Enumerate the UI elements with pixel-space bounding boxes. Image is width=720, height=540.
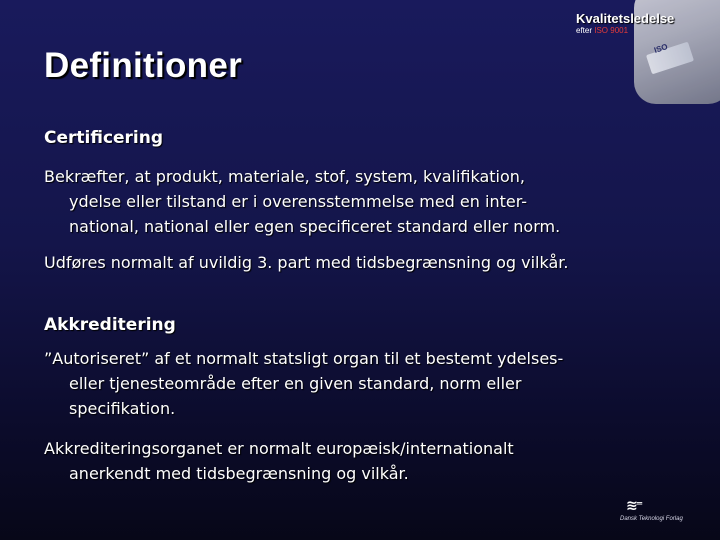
- paragraph-line: eller tjenesteområde efter en given standard, norm eller: [69, 374, 522, 393]
- certificering-paragraph-2: [44, 250, 684, 275]
- paragraph-line: specifikation.: [69, 399, 176, 418]
- logo-title: Kvalitetsledelse: [576, 11, 675, 26]
- publisher-mark-icon: ≋⁼: [626, 498, 642, 514]
- slide-title: Definitioner: [44, 46, 243, 85]
- akkreditering-paragraph-2: [44, 436, 684, 486]
- paragraph-line: Akkrediteringsorganet er normalt europæisk/internationalt: [44, 439, 514, 458]
- paragraph-line: ydelse eller tilstand er i overensstemmelse med en inter-: [69, 192, 528, 211]
- logo-subtitle-iso: ISO 9001: [594, 26, 629, 35]
- section-heading-certificering: Certificering: [44, 128, 164, 148]
- publisher-logo: [614, 498, 694, 530]
- logo-subtitle: [576, 26, 628, 35]
- paragraph-line: Bekræfter, at produkt, materiale, stof, system, kvalifikation,: [44, 167, 525, 186]
- paragraph-line: anerkendt med tidsbegrænsning og vilkår.: [69, 464, 409, 483]
- paragraph-line: ”Autoriseret” af et normalt statsligt organ til et bestemt ydelses-: [44, 349, 564, 368]
- paragraph-line: Udføres normalt af uvildig 3. part med tidsbegrænsning og vilkår.: [44, 253, 569, 272]
- certificering-paragraph-1: [44, 164, 684, 239]
- logo-subtitle-prefix: efter: [576, 26, 595, 35]
- kvalitetsledelse-logo: [566, 0, 720, 108]
- iso-card-label: ISO: [652, 42, 669, 55]
- paragraph-line: national, national eller egen specificeret standard eller norm.: [69, 217, 561, 236]
- akkreditering-paragraph-1: [44, 346, 684, 421]
- publisher-name: Dansk Teknologi Forlag: [620, 516, 683, 522]
- section-heading-akkreditering: Akkreditering: [44, 315, 176, 335]
